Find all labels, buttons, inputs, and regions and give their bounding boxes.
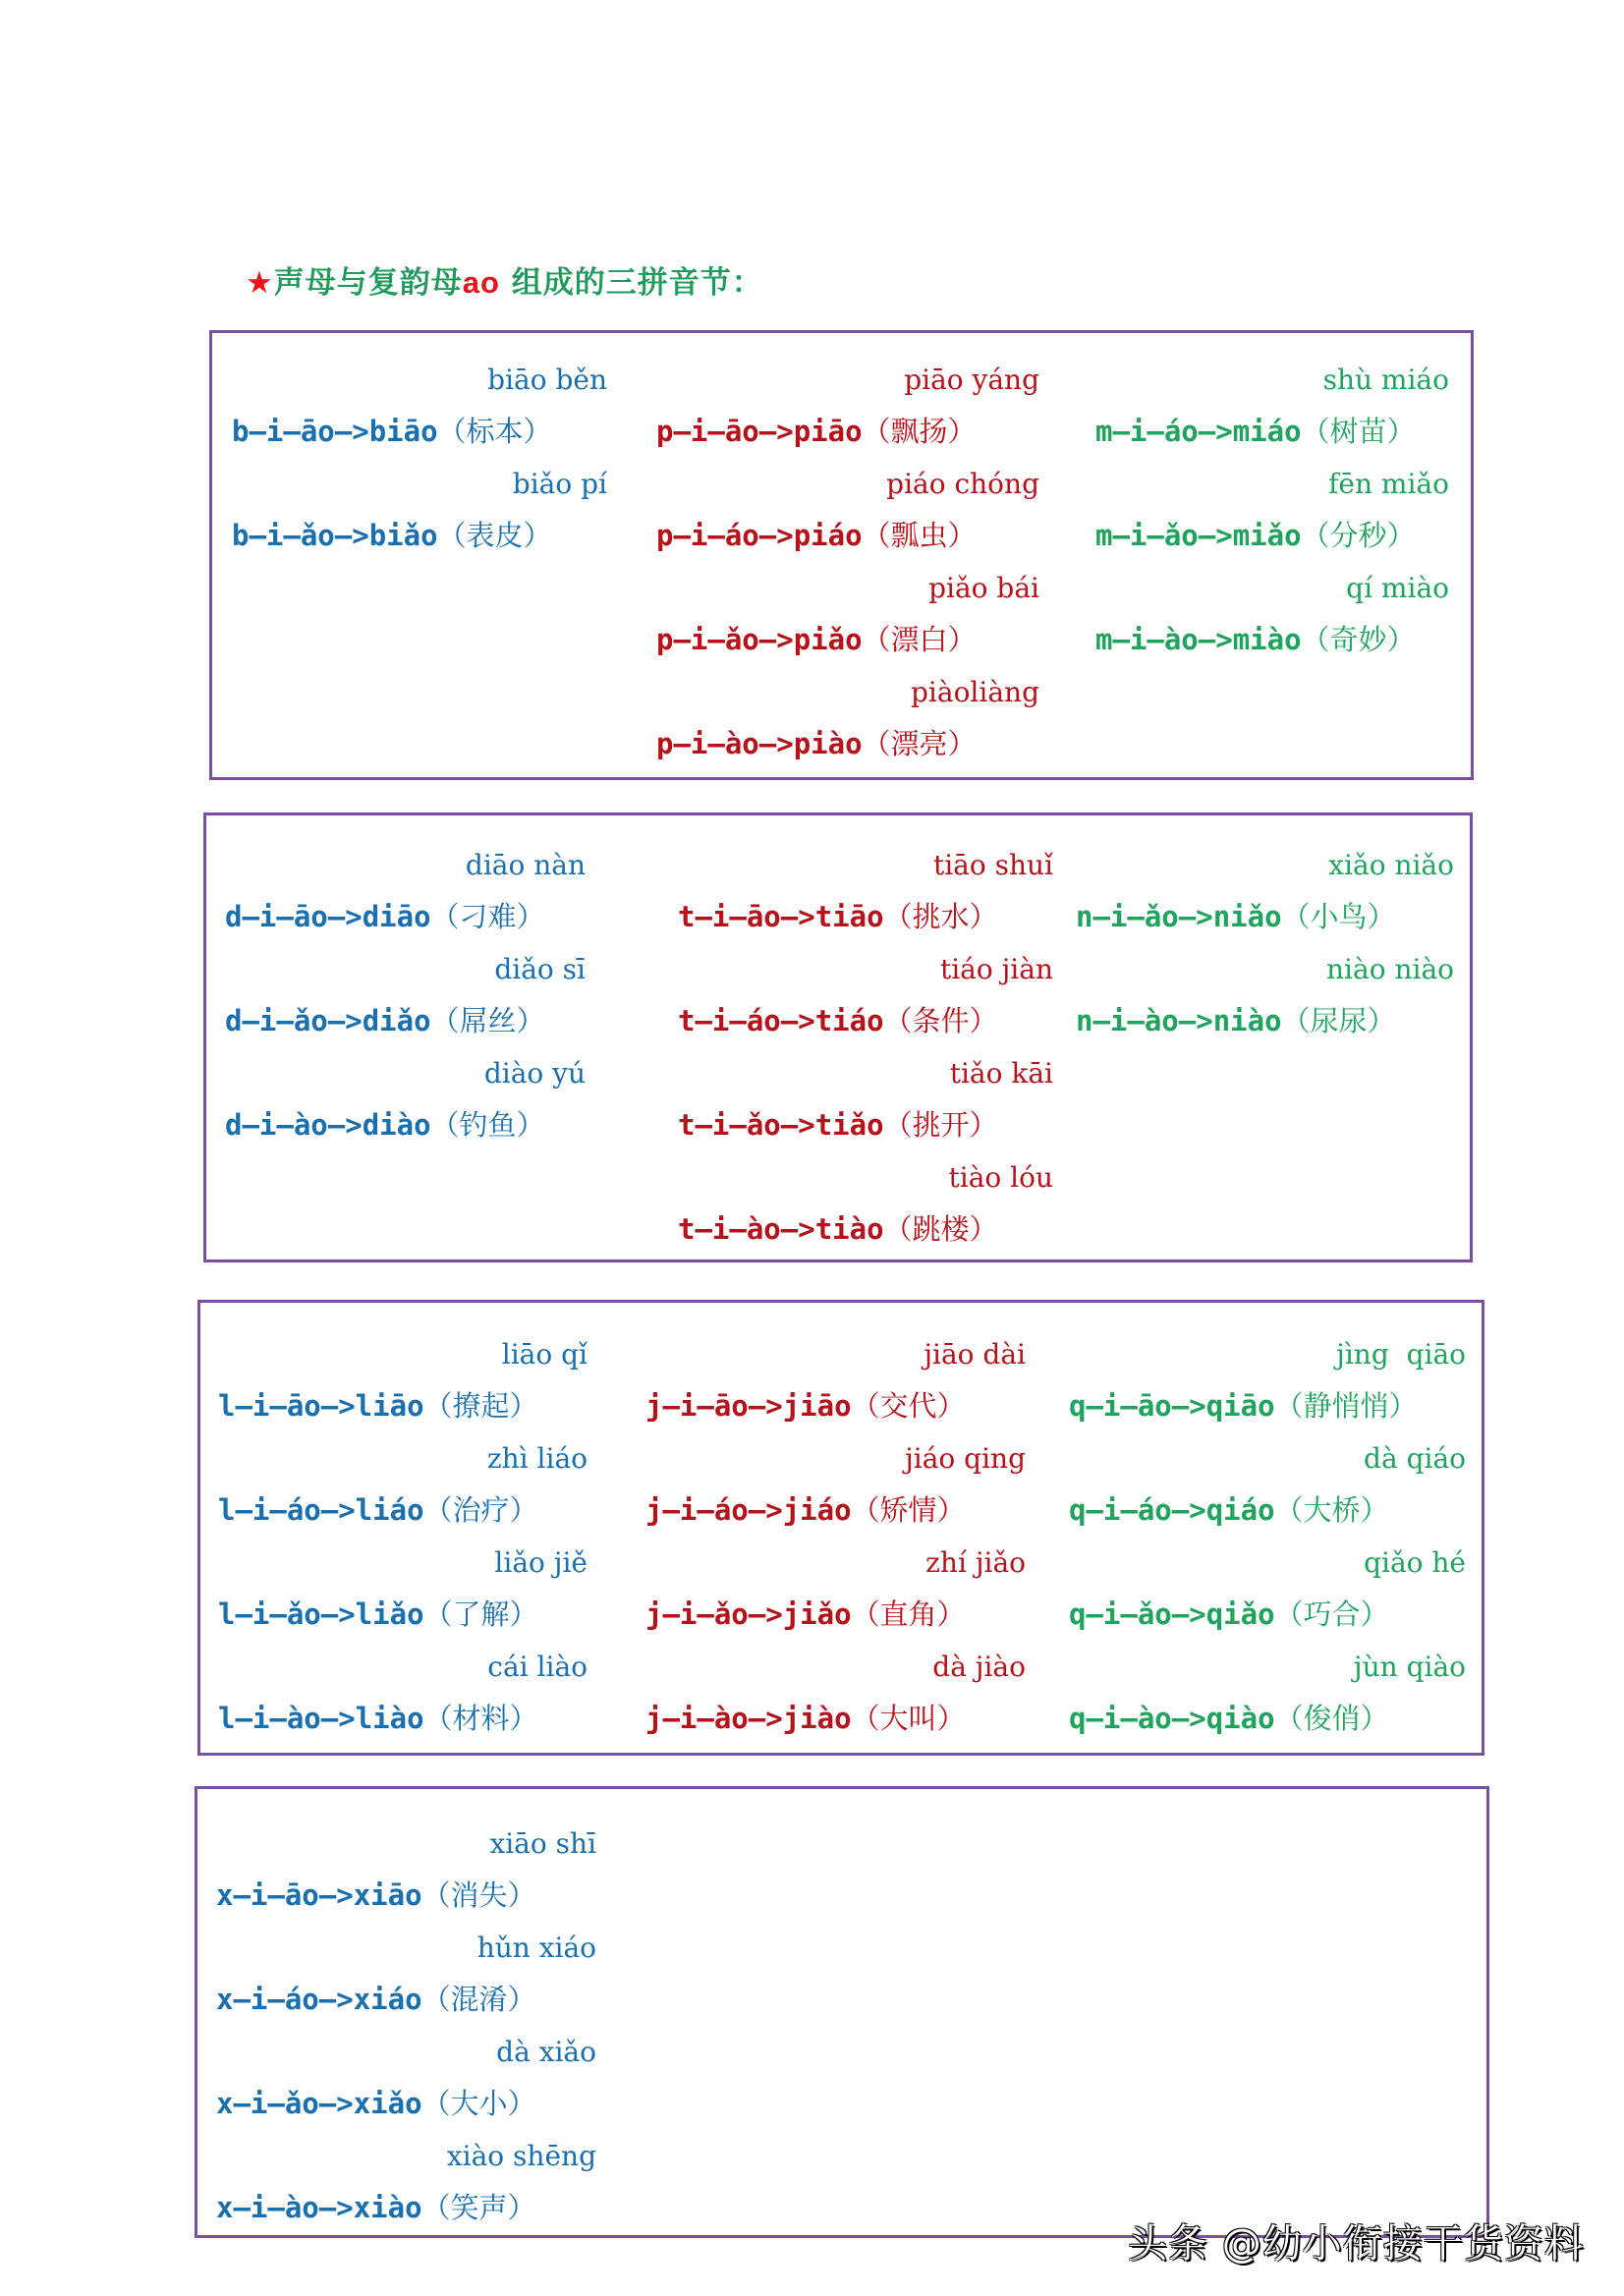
syllable-entry (218, 1643, 607, 1747)
pinyin-annotation: xiǎo niǎo (1328, 849, 1454, 881)
rule-result: miǎo (1232, 519, 1302, 552)
pinyin-annotation: biǎo pí (512, 468, 607, 500)
example-word: （俊俏） (1274, 1702, 1389, 1735)
star-icon: ★ (246, 265, 274, 301)
syllable-entry (232, 356, 627, 460)
pinyin-annotation: diào yú (483, 1057, 586, 1090)
rule-steps: l—i—ào—> (218, 1702, 356, 1735)
rule-result: qiáo (1205, 1493, 1275, 1527)
pinyin-annotation: jiāo dài (924, 1338, 1026, 1371)
syllable-entry (218, 1434, 607, 1539)
rule-steps: m—i—áo—> (1095, 415, 1233, 448)
example-word: （跳楼） (883, 1212, 998, 1246)
syllable-entry (218, 1330, 607, 1434)
rule-steps: x—i—āo—> (216, 1878, 354, 1912)
title-suffix: 组成的三拼音节： (499, 265, 763, 301)
column-q (1069, 1330, 1485, 1747)
spelling-rule (1095, 407, 1416, 456)
syllable-entry (678, 945, 1073, 1049)
syllable-entry (645, 1330, 1045, 1434)
rule-steps: q—i—ào—> (1069, 1702, 1206, 1735)
example-word: （挑水） (883, 900, 998, 933)
rule-result: diāo (362, 900, 431, 933)
rule-steps: p—i—ào—> (656, 727, 794, 760)
syllable-entry (225, 841, 605, 945)
example-word: （大叫） (851, 1702, 966, 1735)
example-word: （树苗） (1301, 415, 1416, 448)
rule-result: biǎo (368, 519, 438, 552)
pinyin-annotation: tiāo shuǐ (932, 849, 1053, 881)
example-word: （分秒） (1301, 519, 1416, 552)
syllable-entry (678, 841, 1073, 945)
column-m (1095, 356, 1469, 668)
column-b (232, 356, 627, 564)
syllable-entry (232, 460, 627, 564)
rule-result: piào (793, 727, 863, 760)
pinyin-annotation: xiào shēng (446, 2140, 596, 2172)
spelling-rule (645, 1694, 966, 1743)
syllable-entry (1076, 841, 1474, 945)
syllable-entry (218, 1539, 607, 1643)
spelling-rule (225, 892, 545, 941)
example-word: （条件） (883, 1004, 998, 1037)
rule-steps: t—i—ǎo—> (678, 1108, 815, 1142)
spelling-rule (1095, 615, 1416, 664)
rule-steps: x—i—áo—> (216, 1983, 354, 2016)
rule-steps: m—i—ào—> (1095, 623, 1233, 656)
spelling-rule (1069, 1381, 1418, 1430)
syllable-entry (656, 668, 1059, 772)
example-word: （直角） (851, 1597, 966, 1631)
rule-steps: b—i—ǎo—> (232, 519, 369, 552)
rule-steps: l—i—āo—> (218, 1389, 356, 1423)
example-word: （混淆） (421, 1983, 536, 2016)
pinyin-annotation: cái liào (487, 1651, 588, 1683)
rule-steps: p—i—áo—> (656, 519, 794, 552)
rule-result: tiáo (814, 1004, 884, 1037)
spelling-rule (656, 719, 977, 768)
pinyin-annotation: diǎo sī (494, 953, 586, 985)
pinyin-annotation: jìng qiāo (1336, 1338, 1466, 1371)
column-j (645, 1330, 1045, 1747)
pinyin-annotation: liǎo jiě (494, 1546, 588, 1579)
spelling-rule (216, 1871, 536, 1920)
rule-steps: n—i—ào—> (1076, 1004, 1213, 1037)
pinyin-annotation: shù miáo (1322, 364, 1449, 396)
rule-steps: q—i—āo—> (1069, 1389, 1206, 1423)
syllable-entry (1069, 1330, 1485, 1434)
spelling-rule (678, 1100, 998, 1149)
pinyin-annotation: qí miào (1346, 572, 1449, 604)
spelling-rule (225, 996, 545, 1045)
pinyin-annotation: tiào lóu (948, 1161, 1053, 1194)
rule-steps: q—i—áo—> (1069, 1493, 1206, 1527)
rule-steps: x—i—ǎo—> (216, 2087, 354, 2120)
example-word: （漂白） (862, 623, 977, 656)
rule-result: qiào (1205, 1702, 1275, 1735)
rule-steps: b—i—āo—> (232, 415, 369, 448)
rule-result: xiāo (353, 1878, 422, 1912)
example-word: （钓鱼） (430, 1108, 545, 1142)
rule-steps: j—i—āo—> (645, 1389, 783, 1423)
rule-result: tiǎo (814, 1108, 884, 1142)
syllable-entry (1069, 1539, 1485, 1643)
column-p (656, 356, 1059, 772)
rule-steps: d—i—ǎo—> (225, 1004, 363, 1037)
title-prefix: 声母与复韵母 (273, 265, 463, 301)
rule-result: tiào (814, 1212, 884, 1246)
spelling-rule (678, 1204, 998, 1254)
spelling-rule (1069, 1485, 1389, 1535)
spelling-rule (678, 996, 998, 1045)
rule-steps: l—i—ǎo—> (218, 1597, 356, 1631)
column-t (678, 841, 1073, 1258)
rule-result: jiǎo (782, 1597, 852, 1631)
syllable-entry (1095, 460, 1469, 564)
syllable-entry (225, 1049, 605, 1153)
spelling-rule (218, 1590, 538, 1639)
example-word: （漂亮） (862, 727, 977, 760)
example-word: （静悄悄） (1274, 1389, 1418, 1423)
spelling-rule (678, 892, 998, 941)
pinyin-annotation: piāo yáng (904, 364, 1039, 396)
page-title (246, 257, 763, 302)
example-word: （大桥） (1274, 1493, 1389, 1527)
example-word: （治疗） (423, 1493, 538, 1527)
spelling-rule (1069, 1590, 1389, 1639)
spelling-rule (1095, 511, 1416, 560)
rule-result: biāo (368, 415, 438, 448)
pinyin-annotation: jùn qiào (1353, 1651, 1466, 1683)
rule-result: niǎo (1212, 900, 1282, 933)
rule-result: xiǎo (353, 2087, 422, 2120)
rule-result: tiāo (814, 900, 884, 933)
rule-result: liāo (355, 1389, 424, 1423)
spelling-rule (1076, 892, 1396, 941)
rule-steps: m—i—ǎo—> (1095, 519, 1233, 552)
rule-result: piǎo (793, 623, 863, 656)
pinyin-annotation: xiāo shī (489, 1827, 596, 1860)
spelling-rule (225, 1100, 545, 1149)
pinyin-annotation: qiǎo hé (1364, 1546, 1466, 1579)
example-word: （表皮） (437, 519, 552, 552)
syllable-entry (1069, 1643, 1485, 1747)
pinyin-annotation: piàoliàng (911, 676, 1039, 708)
rule-steps: x—i—ào—> (216, 2191, 354, 2224)
spelling-rule (656, 511, 977, 560)
example-word: （交代） (851, 1389, 966, 1423)
syllable-entry (678, 1049, 1073, 1153)
spelling-rule (218, 1485, 538, 1535)
syllable-entry (645, 1539, 1045, 1643)
rule-result: miào (1232, 623, 1302, 656)
spelling-rule (218, 1694, 538, 1743)
spelling-rule (645, 1485, 966, 1535)
syllable-entry (645, 1434, 1045, 1539)
example-word: （屌丝） (430, 1004, 545, 1037)
pinyin-annotation: dà qiáo (1364, 1442, 1466, 1475)
example-word: （消失） (421, 1878, 536, 1912)
example-word: （奇妙） (1301, 623, 1416, 656)
watermark: 头条 @幼小衔接干货资料 (1128, 2221, 1585, 2267)
example-word: （笑声） (421, 2191, 536, 2224)
spelling-rule (656, 407, 977, 456)
spelling-rule (216, 2079, 536, 2128)
rule-steps: p—i—āo—> (656, 415, 794, 448)
pinyin-annotation: diāo nàn (465, 849, 586, 881)
syllable-entry (1095, 356, 1469, 460)
spelling-rule (216, 1975, 536, 2024)
pinyin-annotation: piǎo bái (928, 572, 1039, 604)
rule-steps: l—i—áo—> (218, 1493, 356, 1527)
rule-steps: t—i—ào—> (678, 1212, 815, 1246)
example-word: （巧合） (1274, 1597, 1389, 1631)
rule-steps: p—i—ǎo—> (656, 623, 794, 656)
rule-steps: q—i—ǎo—> (1069, 1597, 1206, 1631)
spelling-rule (1076, 996, 1396, 1045)
example-word: （撩起） (423, 1389, 538, 1423)
spelling-rule (656, 615, 977, 664)
spelling-rule (232, 407, 552, 456)
rule-steps: j—i—ào—> (645, 1702, 783, 1735)
rule-steps: d—i—āo—> (225, 900, 363, 933)
pinyin-annotation: hǔn xiáo (476, 1932, 596, 1964)
spelling-rule (645, 1590, 966, 1639)
pinyin-annotation: dà xiǎo (496, 2036, 596, 2068)
rule-steps: t—i—āo—> (678, 900, 815, 933)
spelling-rule (1069, 1694, 1389, 1743)
syllable-entry (656, 460, 1059, 564)
example-word: （标本） (437, 415, 552, 448)
syllable-entry (216, 2132, 616, 2236)
example-word: （矫情） (851, 1493, 966, 1527)
pinyin-annotation: zhì liáo (486, 1442, 588, 1475)
example-word: （挑开） (883, 1108, 998, 1142)
rule-result: piáo (793, 519, 863, 552)
pinyin-annotation: fēn miǎo (1328, 468, 1449, 500)
spelling-rule (218, 1381, 538, 1430)
pinyin-annotation: tiǎo kāi (949, 1057, 1053, 1090)
column-n (1076, 841, 1474, 1049)
example-word: （飘扬） (862, 415, 977, 448)
rule-steps: d—i—ào—> (225, 1108, 363, 1142)
rule-result: diào (362, 1108, 431, 1142)
column-x (216, 1820, 616, 2236)
example-word: （尿尿） (1281, 1004, 1396, 1037)
example-word: （瓢虫） (862, 519, 977, 552)
rule-result: piāo (793, 415, 863, 448)
pinyin-annotation: piáo chóng (886, 468, 1039, 500)
pinyin-annotation: jiáo qing (905, 1442, 1026, 1475)
syllable-entry (645, 1643, 1045, 1747)
syllable-entry (225, 945, 605, 1049)
rule-steps: t—i—áo—> (678, 1004, 815, 1037)
syllable-entry (1069, 1434, 1485, 1539)
rule-result: xiào (353, 2191, 422, 2224)
rule-steps: j—i—áo—> (645, 1493, 783, 1527)
pinyin-annotation: niào niào (1326, 953, 1454, 985)
example-word: （大小） (421, 2087, 536, 2120)
rule-steps: n—i—ǎo—> (1076, 900, 1213, 933)
rule-result: liào (355, 1702, 424, 1735)
syllable-entry (216, 2028, 616, 2132)
rule-result: liáo (355, 1493, 424, 1527)
syllable-entry (656, 564, 1059, 668)
spelling-rule (216, 2183, 536, 2232)
rule-result: qiāo (1205, 1389, 1275, 1423)
syllable-entry (678, 1153, 1073, 1258)
syllable-entry (216, 1924, 616, 2028)
rule-result: jiāo (782, 1389, 852, 1423)
column-l (218, 1330, 607, 1747)
syllable-entry (656, 356, 1059, 460)
rule-result: niào (1212, 1004, 1282, 1037)
spelling-rule (645, 1381, 966, 1430)
example-word: （小鸟） (1281, 900, 1396, 933)
pinyin-annotation: biāo běn (487, 364, 607, 396)
pinyin-annotation: tiáo jiàn (939, 953, 1053, 985)
example-word: （了解） (423, 1597, 538, 1631)
rule-steps: j—i—ǎo—> (645, 1597, 783, 1631)
rule-result: xiáo (353, 1983, 422, 2016)
rule-result: jiào (782, 1702, 852, 1735)
syllable-entry (1095, 564, 1469, 668)
rule-result: diǎo (362, 1004, 431, 1037)
title-ao: ao (462, 265, 500, 300)
rule-result: jiáo (782, 1493, 852, 1527)
rule-result: qiǎo (1205, 1597, 1275, 1631)
spelling-rule (232, 511, 552, 560)
pinyin-annotation: liāo qǐ (501, 1338, 588, 1371)
column-d (225, 841, 605, 1153)
syllable-entry (216, 1820, 616, 1924)
pinyin-annotation: dà jiào (932, 1651, 1026, 1683)
pinyin-annotation: zhí jiǎo (925, 1546, 1026, 1579)
rule-result: miáo (1232, 415, 1302, 448)
syllable-entry (1076, 945, 1474, 1049)
example-word: （材料） (423, 1702, 538, 1735)
rule-result: liǎo (355, 1597, 424, 1631)
example-word: （刁难） (430, 900, 545, 933)
